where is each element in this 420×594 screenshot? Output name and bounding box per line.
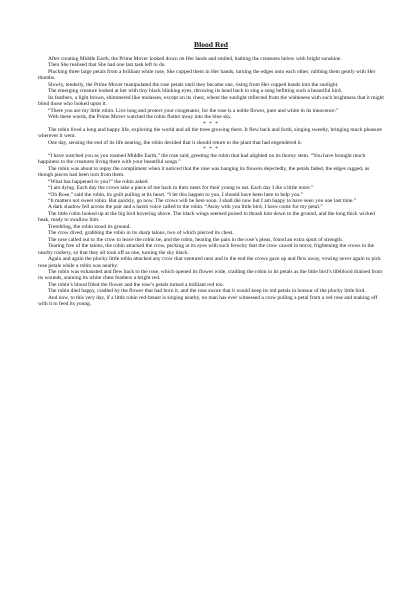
story-body <box>38 56 384 308</box>
story-paragraph: With these words, the Prime Mover watched the robin flutter away into the blue sky. <box>48 114 232 121</box>
story-paragraph: “I have watched you as you roamed Middle Earth,” the rose said, greeting the robin that had alighted on its thorny stem. “You have brought much happiness to the creatures living there with your beautiful songs.” <box>38 152 366 166</box>
story-paragraph: Plucking three large petals from a brilliant white rose, She cupped them in Her hands, turning the edges onto each other, rubbing them gently with Her thumbs. <box>38 68 376 82</box>
story-paragraph: The little robin looked up at the big bird hovering above. The black wings seemed poised to thrash him down to the ground, and the long thick wicked beak, ready to swallow him. <box>38 210 375 224</box>
story-paragraph: The robin lived a long and happy life, exploring the world and all the trees growing there. It flew back and forth, singing sweetly, bringing much pleasure wherever it went. <box>38 126 382 140</box>
story-paragraph: After creating Middle Earth, the Prime Mover looked down on Her lands and smiled, bathing the creatures below with bright sunshine. <box>48 56 342 62</box>
story-paragraph: The crow dived, grabbing the robin in its sharp talons, two of which pierced its chest. <box>48 230 234 237</box>
story-paragraph: A dark shadow fell across the pair and a harsh voice called to the robin. “Away with you little bird. I have come for my petal.” <box>48 204 323 211</box>
story-paragraph: The emerging creature looked at her with tiny black blinking eyes, throwing its head back to sing a song befitting such a beautiful bird. <box>48 88 342 95</box>
story-paragraph: The robin’s blood filled the flower and the rose’s petals turned a brilliant red too. <box>48 281 224 288</box>
story-paragraph: Trembling, the robin stood its ground. <box>48 223 131 230</box>
story-paragraph: Tearing free of the talons, the robin attacked the crow, pecking at its eyes with such ferocity that the crow cawed in terror, frightening the crows in the nearby rookery, so that they all took off as one, turning the sky black. <box>38 243 375 256</box>
story-paragraph: “What has happened to you?” the robin asked. <box>48 178 149 185</box>
story-paragraph: One day, sensing the end of its life nearing, the robin decided that it should return to the plant that had engendered it. <box>48 139 303 146</box>
story-paragraph: “There you are my little robin. Live long and protect your congenator, for the rose is a noble flower, pure and white in its innocence.” <box>48 107 339 114</box>
story-paragraph: “It matters not sweet robin. But quickly, go now. The crows will be here soon. I shall die now but I am happy to have seen you one last time.” <box>48 197 357 204</box>
story-paragraph: And now, to this very day, if a little robin red-breast is singing nearby, no man has ever witnessed a crow pulling a petal from a red rose and making off with it to feed its young. <box>38 294 378 308</box>
story-title: Blood Red <box>194 40 228 49</box>
story-paragraph: The robin was exhausted and flew back to the rose, which opened its flower wide, cradling the robin in its petals as the little bird’s lifeblood drained from its wounds, staining its white chest feathers a bright red. <box>38 268 383 282</box>
story-paragraph: The robin died happy, cradled by the flower that had born it, and the rose swore that it would keep its red petals in honour of the plucky little bird. <box>48 288 366 295</box>
story-paragraph: “Oh Rose,” said the robin, its guilt pulling at its heart. “I let this happen to you. I should have been here to help you.” <box>48 191 304 198</box>
section-separator: * * * <box>203 146 219 153</box>
story-paragraph: The rose called out to the crow to leave the robin be, and the robin, hearing the pain in the rose’s pleas, found an extra spurt of strength. <box>48 236 343 243</box>
story-paragraph: Then She realised that She had one last task left to do. <box>48 62 166 69</box>
story-paragraph: Its feathers, a light brown, shimmered like molasses, except on its chest, where the sunlight reflected from the whiteness with such brightness that it might blind those who looked upon it. <box>38 94 384 108</box>
section-separator: * * * <box>203 120 219 127</box>
story-paragraph: Again and again the plucky little robin attacked any crow that ventured near and in the end the crows gave up and flew away, vowing never again to pick rose petals while a robin was nearby. <box>38 256 381 269</box>
story-paragraph: The robin was about to repay the compliment when it noticed that the rose was hanging its flowers dejectedly, the petals faded, the edges ragged, as though pieces had been torn from them. <box>38 165 370 179</box>
story-paragraph: “I am dying. Each day the crows take a piece of me back to their nests for their young to eat. Each day I die a little more.” <box>48 185 314 192</box>
story-paragraph: Slowly, tenderly, the Prime Mover manipulated the rose petals until they became one, rising from Her cupped hands into the sunlight. <box>48 81 339 88</box>
